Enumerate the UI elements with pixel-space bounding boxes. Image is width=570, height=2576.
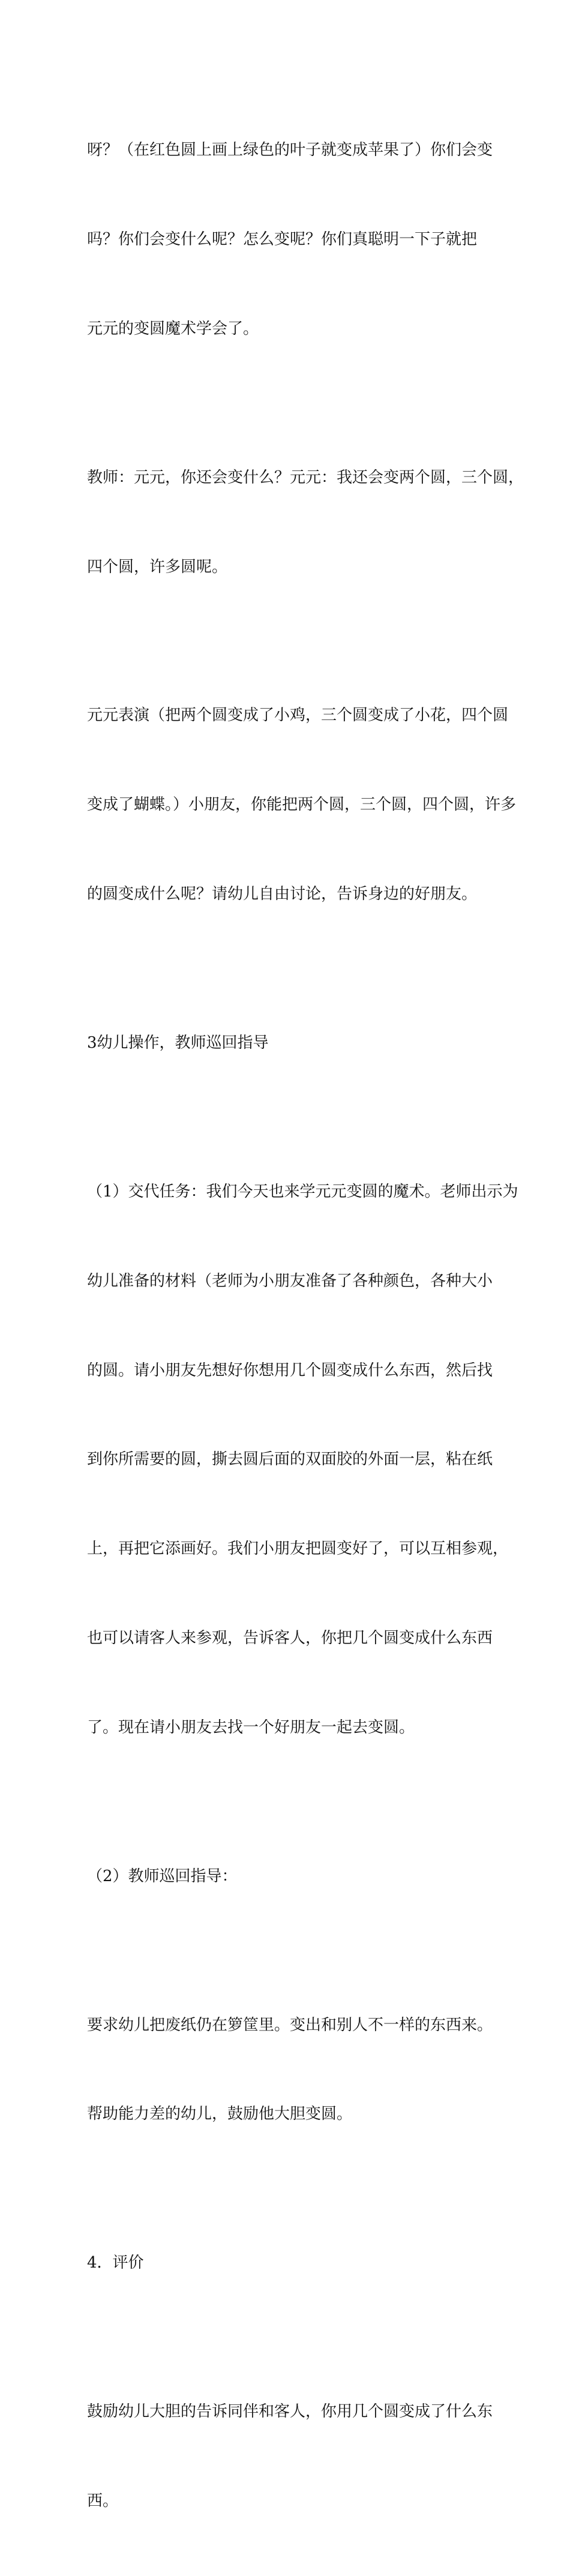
text-line: 西。 [87, 2492, 119, 2511]
text-line: 帮助能力差的幼儿，鼓励他大胆变圆。 [87, 2105, 353, 2124]
section-heading-evaluation [87, 2189, 489, 2338]
text-line: 四个圆，许多圆呢。 [87, 557, 228, 576]
text-line: 上，再把它添画好。我们小朋友把圆变好了，可以互相参观， [87, 1540, 509, 1558]
paragraph-yuanyuan-performance [87, 641, 517, 969]
text-line: 的圆变成什么呢？请幼儿自由讨论，告诉身边的好朋友。 [87, 885, 478, 904]
paragraph-requirements [87, 1951, 493, 2189]
text-line: 4．评价 [87, 2254, 144, 2272]
text-line: 元元表演（把两个圆变成了小鸡，三个圆变成了小花，四个圆 [87, 706, 509, 725]
paragraph-magic-intro [87, 76, 493, 404]
text-line: 教师：元元，你还会变什么？元元：我还会变两个圆，三个圆， [87, 468, 524, 487]
text-line: （1）交代任务：我们今天也来学元元变圆的魔术。老师出示为 [87, 1182, 518, 1201]
paragraph-evaluation [87, 2338, 493, 2576]
text-line: 也可以请客人来参观，告诉客人，你把几个圆变成什么东西 [87, 1629, 493, 1647]
text-line: 3幼儿操作，教师巡回指导 [87, 1034, 269, 1052]
text-line: 要求幼儿把废纸仍在箩筐里。变出和别人不一样的东西来。 [87, 2016, 493, 2034]
paragraph-teacher-dialogue [87, 404, 524, 642]
text-line: 幼儿准备的材料（老师为小朋友准备了各种颜色，各种大小 [87, 1271, 493, 1290]
text-line: 变成了蝴蝶。）小朋友，你能把两个圆，三个圆，四个圆，许多 [87, 796, 517, 814]
text-line: 的圆。请小朋友先想好你想用几个圆变成什么东西，然后找 [87, 1361, 493, 1380]
text-line: 到你所需要的圆，撕去圆后面的双面胶的外面一层，粘在纸 [87, 1450, 493, 1469]
text-line: 鼓励幼儿大胆的告诉同伴和客人，你用几个圆变成了什么东 [87, 2403, 493, 2421]
text-line: 呀？（在红色圆上画上绿色的叶子就变成苹果了）你们会变 [87, 141, 493, 160]
paragraph-task-assignment [87, 1118, 518, 1803]
subheading-teacher-guidance [87, 1802, 489, 1951]
section-heading-operation [87, 969, 489, 1118]
text-line: （2）教师巡回指导： [87, 1867, 238, 1885]
text-line: 元元的变圆魔术学会了。 [87, 319, 259, 338]
document-body [87, 76, 524, 2576]
text-line: 了。现在请小朋友去找一个好朋友一起去变圆。 [87, 1718, 415, 1737]
text-line: 吗？你们会变什么呢？怎么变呢？你们真聪明一下子就把 [87, 230, 478, 248]
